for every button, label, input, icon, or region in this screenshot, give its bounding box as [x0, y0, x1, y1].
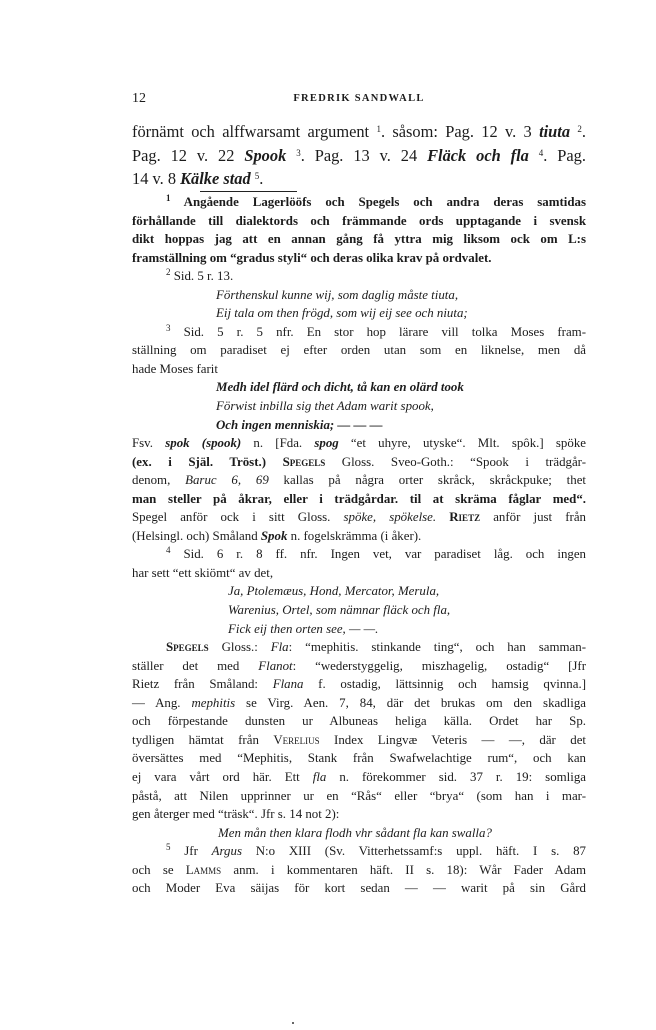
note-line: (ex. i Själ. Tröst.) Spegels Gloss. Sveo-Goth.: “Spook i trädgår- — [132, 454, 587, 469]
verse-line: Ja, Ptolemæus, Hond, Mercator, Merula, — [228, 584, 440, 599]
body-line: 14 v. 8 Kälke stad $^5$. — [132, 169, 264, 188]
note-line: dikt hoppas jag att en annan gång få yttra mig liksom ock om L:s — [132, 232, 586, 247]
body-line: förnämt och alffwarsamt argument $^1$. såsom: Pag. 12 v. 3 tiuta $^2$. — [132, 122, 586, 141]
verse-line: Medh idel flärd och dicht, tå kan en olärd took — [216, 380, 464, 395]
note-line: hade Moses farit — [132, 361, 218, 376]
footnote-3: $^3$ Sid. 5 r. 5 nfr. En stor hop lärare vill tolka Moses fram- — [166, 322, 586, 339]
note-line: och Moder Eva säijas för kort sedan — — warit på sin Gård — [132, 881, 586, 896]
note-line: ställning om paradiset ej efter orden utan som en liknelse, men då — [132, 343, 586, 358]
note-line: och se Lamms anm. i kommentaren häft. II s. 18): Wår Fader Adam — [132, 862, 587, 877]
page-speck — [292, 1022, 294, 1024]
footnote-ref[interactable]: 2 — [577, 124, 582, 134]
note-line: förhållande till dialektords och främmande ords upptagande i svensk — [132, 213, 586, 228]
note-line: man steller på åkrar, eller i trädgårdar. til at skräma fåglar med“. — [132, 491, 586, 506]
note-line: — Ang. mephitis se Virg. Aen. 7, 84, där det brukas om den skadliga — [132, 695, 587, 710]
note-line: Fsv. spok (spook) n. [Fda. spog “et uhyre, utyske“. Mlt. spôk.] spöke — [132, 436, 586, 451]
footnote-ref[interactable]: 3 — [296, 147, 301, 158]
footnote-2: $^2$ Sid. 5 r. 13. — [166, 267, 234, 284]
note-line: har sett “ett skiömt“ av det, — [132, 565, 274, 580]
note-line: påstå, att Nilen upprinner ur en “Rås“ eller “brya“ (som han i mar- — [132, 788, 586, 803]
note-line: gen återger med “träsk“. Jfr s. 14 not 2): — [132, 807, 340, 822]
note-line: framställning om “gradus styli“ och deras olika krav på ordvalet. — [132, 250, 492, 265]
body-line: Pag. 12 v. 22 Spook $^3$. Pag. 13 v. 24 Fläck och fla $^4$. Pag. — [132, 145, 586, 165]
verse-line: Förwist inbilla sig thet Adam warit spook, — [216, 399, 434, 414]
footnote-5: $^5$ Jfr Argus N:o XIII (Sv. Vitterhetssamf:s uppl. häft. I s. 87 — [166, 842, 586, 859]
footnote-ref[interactable]: 5 — [254, 171, 260, 181]
footnote-4: $^4$ Sid. 6 r. 8 ff. nfr. Ingen vet, var paradiset låg. och ingen — [166, 545, 586, 562]
verse-line: Eij tala om then frögd, som wij eij see och niuta; — [216, 306, 468, 321]
note-line: ställer det med Flanot: “wederstyggelig, miszhagelig, ostadig“ [Jfr — [132, 658, 586, 673]
main-text — [132, 120, 586, 191]
verse-line: Warenius, Ortel, som nämnar fläck och fla, — [228, 603, 451, 618]
footnote-separator — [200, 191, 297, 192]
page-number: 12 — [132, 91, 146, 106]
verse-line: Och ingen menniskia; — — — — [216, 417, 383, 432]
note-line: ej vara vårt ord här. Ett fla n. förekommer sid. 37 r. 19: somliga — [132, 769, 586, 784]
note-line: Spegel anför ock i sitt Gloss. spöke, spökelse. Rietz anför just från — [132, 510, 586, 525]
note-line: tydligen hämtat från Verelius Index Lingvæ Veteris — —, där det — [132, 732, 586, 747]
verse-line: Fick eij then orten see, — —. — [228, 621, 379, 636]
verse-line: Men mån then klara flodh vhr sådant fla kan swalla? — [218, 825, 492, 840]
verse-line: Förthenskul kunne wij, som daglig måste tiuta, — [216, 287, 459, 302]
footnote-ref[interactable]: 1 — [376, 124, 381, 134]
page-header — [132, 91, 586, 107]
footnotes — [132, 193, 586, 898]
note-line: (Helsingl. och) Småland Spok n. fogelskrämma (i åker). — [132, 528, 422, 543]
note-line: Rietz från Småland: Flana f. ostadig, lättsinnig och hamsig qvinna.] — [132, 677, 586, 692]
running-title: FREDRIK SANDWALL — [293, 93, 425, 104]
note-line: och förpestande dunsten ur Albuneas heliga källa. Ordet har Sp. — [132, 714, 586, 729]
note-line: Spegels Gloss.: Fla: “mephitis. stinkande ting“, och han samman- — [166, 640, 586, 655]
note-line: översättes med “Mephitis, Stank från Swafwelachtige rum“, och kan — [132, 751, 586, 766]
note-line: denom, Baruc 6, 69 kallas på några orter skråck, skråckpuke; thet — [132, 473, 586, 488]
footnote-1: $^1$ Angående Lagerlööfs och Spegels och andra deras samtidas — [166, 193, 586, 209]
footnote-ref[interactable]: 4 — [538, 147, 544, 158]
